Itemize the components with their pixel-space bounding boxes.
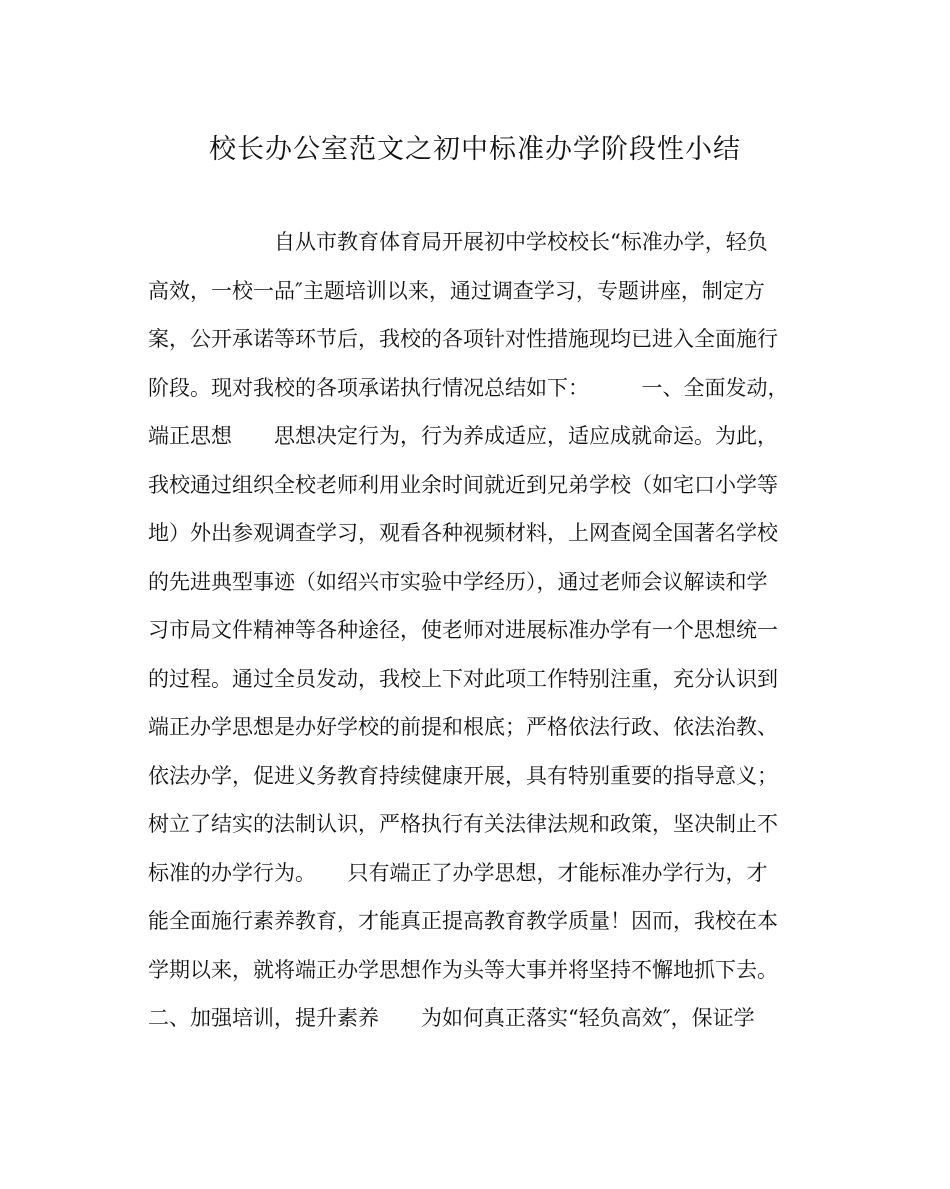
body-line: 的过程。通过全员发动，我校上下对此项工作特别注重，充分认识到 (148, 666, 778, 691)
body-line: 习市局文件精神等各种途径，使老师对进展标准办学有一个思想统一 (148, 618, 778, 642)
body-line: 能全面施行素养教育，才能真正提高教育教学质量！因而，我校在本 (148, 909, 778, 933)
body-line: 二、加强培训，提升素养 为如何真正落实“轻负高效″，保证学 (148, 1006, 755, 1030)
body-line: 我校通过组织全校老师利用业余时间就近到兄弟学校（如宅口小学等 (148, 472, 778, 497)
body-line: 端正思想 思想决定行为，行为养成适应，适应成就命运。为此， (148, 424, 778, 448)
body-line: 地）外出参观调查学习，观看各种视频材料，上网查阅全国著名学校 (148, 521, 778, 545)
body-line: 高效，一校一品″主题培训以来，通过调查学习，专题讲座，制定方 (148, 278, 765, 303)
body-line: 依法办学，促进义务教育持续健康开展，具有特别重要的指导意义； (148, 763, 778, 788)
body-line: 自从市教育体育局开展初中学校校长“标准办学，轻负 (148, 230, 768, 254)
body-line: 端正办学思想是办好学校的前提和根底；严格依法行政、依法治教、 (148, 715, 778, 739)
body-line: 的先进典型事迹（如绍兴市实验中学经历），通过老师会议解读和学 (148, 569, 768, 594)
body-line: 标准的办学行为。 只有端正了办学思想，才能标准办学行为，才 (148, 860, 768, 885)
body-line: 树立了结实的法制认识，严格执行有关法律法规和政策，坚决制止不 (148, 812, 778, 836)
body-line: 学期以来，就将端正办学思想作为头等大事并将坚持不懈地抓下去。 (148, 957, 778, 982)
body-line: 阶段。现对我校的各项承诺执行情况总结如下： 一、全面发动， (148, 375, 789, 400)
document-title: 校长办公室范文之初中标准办学阶段性小结 (209, 134, 741, 165)
body-line: 案，公开承诺等环节后，我校的各项针对性措施现均已进入全面施行 (148, 327, 778, 351)
document-body (148, 218, 808, 1043)
